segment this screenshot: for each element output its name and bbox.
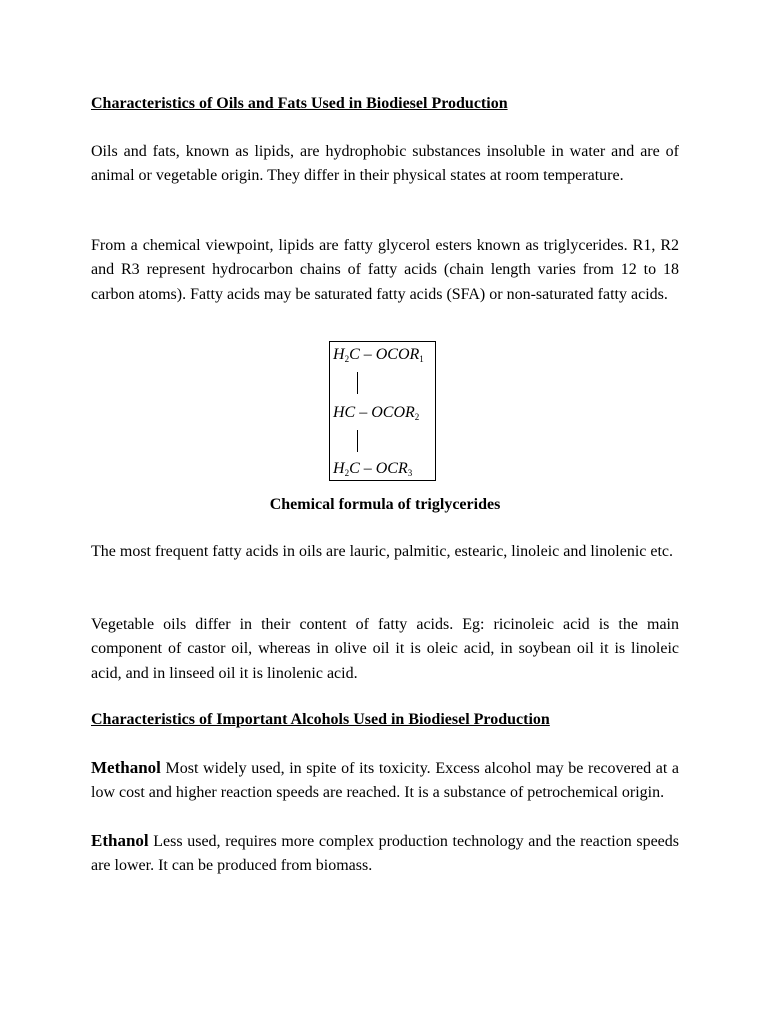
paragraph-lipids-intro: Oils and fats, known as lipids, are hydrophobic substances insoluble in water and are of animal or vegetable origin. They differ in their physical states at room temperature. [91, 143, 679, 185]
paragraph-frequent-fatty-acids: The most frequent fatty acids in oils are lauric, palmitic, estearic, linoleic and linolenic etc. [91, 543, 674, 560]
section-heading-oils-fats: Characteristics of Oils and Fats Used in Biodiesel Production [91, 95, 508, 112]
methanol-description: Most widely used, in spite of its toxicity. Excess alcohol may be recovered at a low cost and higher reaction speeds are reached. It is a substance of petrochemical origin. [91, 760, 679, 802]
formula-caption: Chemical formula of triglycerides [269, 496, 501, 513]
section-heading-alcohols: Characteristics of Important Alcohols Used in Biodiesel Production [91, 711, 550, 728]
paragraph-vegetable-oils: Vegetable oils differ in their content of fatty acids. Eg: ricinoleic acid is the main component of castor oil, whereas in olive oil it is oleic acid, in soybean oil it is linoleic acid, and in linseed oil it is linolenic acid. [91, 616, 679, 682]
term-methanol: Methanol [91, 758, 161, 777]
formula-line-1: $H_2C$ – $OCOR_1$ [333, 346, 424, 364]
paragraph-triglycerides: From a chemical viewpoint, lipids are fatty glycerol esters known as triglycerides. R1, R2 and R3 represent hydrocarbon chains of fatty acids (chain length varies from 12 to 18 carbon atoms). Fatty acids may be saturated fatty acids (SFA) or non-saturated fatty acids. [91, 237, 679, 303]
formula-line-2: HC – $OCOR_2$ [333, 404, 420, 422]
paragraph-methanol [91, 756, 679, 806]
formula-line-3: $H_2C - OCR_3$ [333, 460, 413, 478]
ethanol-description: Less used, requires more complex production technology and the reaction speeds are lower. It can be produced from biomass. [91, 833, 679, 875]
formula-bond-1 [357, 372, 358, 394]
triglyceride-formula [329, 341, 436, 481]
formula-bond-2 [357, 430, 358, 452]
term-ethanol: Ethanol [91, 831, 149, 850]
paragraph-ethanol [91, 829, 679, 879]
